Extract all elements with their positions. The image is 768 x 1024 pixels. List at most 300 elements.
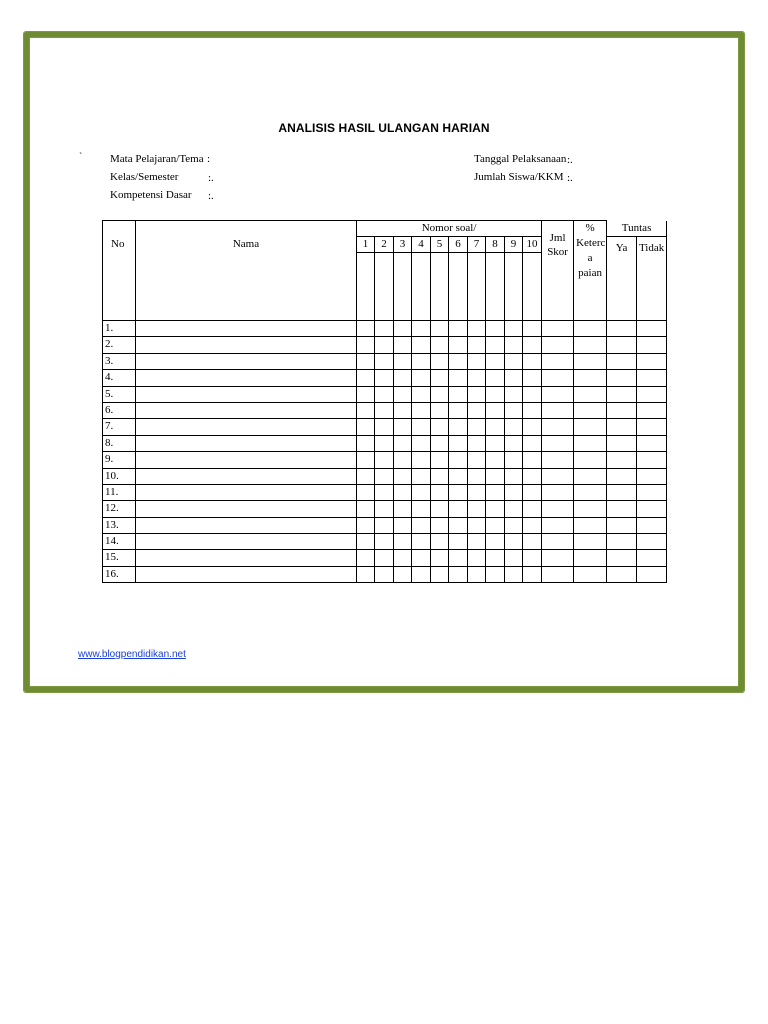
score-cell[interactable] — [542, 452, 574, 468]
row-number: 1. — [103, 321, 136, 337]
score-cell[interactable] — [357, 402, 375, 418]
tuntas-header: Tuntas — [607, 221, 667, 237]
score-cell[interactable] — [486, 484, 505, 500]
soal-blank-cell — [449, 253, 468, 321]
score-cell[interactable] — [523, 321, 542, 337]
score-cell[interactable] — [486, 402, 505, 418]
score-cell[interactable] — [431, 501, 449, 517]
score-cell[interactable] — [412, 353, 431, 369]
table-row — [103, 353, 667, 369]
score-cell[interactable] — [468, 321, 486, 337]
score-cell[interactable] — [523, 370, 542, 386]
score-cell[interactable] — [523, 468, 542, 484]
score-cell[interactable] — [375, 370, 394, 386]
name-cell[interactable] — [136, 402, 357, 418]
score-cell[interactable] — [357, 353, 375, 369]
table-row — [103, 386, 667, 402]
table-row — [103, 370, 667, 386]
score-cell[interactable] — [542, 517, 574, 533]
score-cell[interactable] — [505, 370, 523, 386]
row-number: 8. — [103, 435, 136, 451]
row-number: 3. — [103, 353, 136, 369]
score-cell[interactable] — [637, 517, 667, 533]
score-cell[interactable] — [468, 534, 486, 550]
soal-number-6: 6 — [449, 237, 468, 253]
soal-blank-cell — [375, 253, 394, 321]
name-cell[interactable] — [136, 452, 357, 468]
score-cell[interactable] — [637, 321, 667, 337]
score-cell[interactable] — [607, 402, 637, 418]
score-cell[interactable] — [375, 337, 394, 353]
score-cell[interactable] — [574, 402, 607, 418]
score-cell[interactable] — [394, 337, 412, 353]
row-number: 16. — [103, 566, 136, 582]
score-cell[interactable] — [468, 386, 486, 402]
score-cell[interactable] — [412, 419, 431, 435]
score-cell[interactable] — [449, 468, 468, 484]
score-cell[interactable] — [431, 402, 449, 418]
score-cell[interactable] — [449, 550, 468, 566]
info-jumlah-siswa-sep: :. — [567, 172, 573, 184]
score-cell[interactable] — [637, 353, 667, 369]
table-row — [103, 419, 667, 435]
score-cell[interactable] — [505, 566, 523, 582]
score-cell[interactable] — [505, 435, 523, 451]
table-row — [103, 321, 667, 337]
row-number: 2. — [103, 337, 136, 353]
score-cell[interactable] — [542, 419, 574, 435]
score-cell[interactable] — [574, 452, 607, 468]
score-cell[interactable] — [542, 402, 574, 418]
score-cell[interactable] — [375, 484, 394, 500]
score-cell[interactable] — [431, 550, 449, 566]
score-cell[interactable] — [637, 337, 667, 353]
score-cell[interactable] — [574, 321, 607, 337]
name-cell[interactable] — [136, 321, 357, 337]
score-cell[interactable] — [394, 566, 412, 582]
name-cell[interactable] — [136, 550, 357, 566]
score-cell[interactable] — [607, 501, 637, 517]
name-cell[interactable] — [136, 419, 357, 435]
score-cell[interactable] — [468, 484, 486, 500]
soal-blank-cell — [431, 253, 449, 321]
score-cell[interactable] — [542, 468, 574, 484]
score-cell[interactable] — [505, 419, 523, 435]
score-cell[interactable] — [468, 353, 486, 369]
score-cell[interactable] — [505, 402, 523, 418]
score-cell[interactable] — [375, 321, 394, 337]
score-cell[interactable] — [574, 468, 607, 484]
score-cell[interactable] — [449, 534, 468, 550]
score-cell[interactable] — [449, 517, 468, 533]
ya-header: Ya — [607, 237, 637, 321]
name-cell[interactable] — [136, 386, 357, 402]
score-cell[interactable] — [486, 370, 505, 386]
soal-number-10: 10 — [523, 237, 542, 253]
soal-number-9: 9 — [505, 237, 523, 253]
name-cell[interactable] — [136, 468, 357, 484]
row-number: 9. — [103, 452, 136, 468]
score-cell[interactable] — [412, 534, 431, 550]
score-cell[interactable] — [574, 501, 607, 517]
score-cell[interactable] — [431, 566, 449, 582]
score-cell[interactable] — [523, 386, 542, 402]
score-cell[interactable] — [574, 517, 607, 533]
score-cell[interactable] — [574, 337, 607, 353]
score-cell[interactable] — [523, 566, 542, 582]
score-cell[interactable] — [542, 484, 574, 500]
score-cell[interactable] — [394, 484, 412, 500]
tidak-header: Tidak — [637, 237, 667, 321]
score-cell[interactable] — [394, 534, 412, 550]
score-cell[interactable] — [412, 452, 431, 468]
score-cell[interactable] — [375, 386, 394, 402]
score-cell[interactable] — [412, 337, 431, 353]
score-cell[interactable] — [394, 353, 412, 369]
table-row — [103, 534, 667, 550]
score-cell[interactable] — [637, 386, 667, 402]
score-cell[interactable] — [412, 484, 431, 500]
score-cell[interactable] — [574, 419, 607, 435]
score-cell[interactable] — [357, 534, 375, 550]
score-cell[interactable] — [607, 370, 637, 386]
score-cell[interactable] — [486, 452, 505, 468]
name-cell[interactable] — [136, 566, 357, 582]
score-cell[interactable] — [486, 419, 505, 435]
score-cell[interactable] — [637, 419, 667, 435]
score-cell[interactable] — [542, 501, 574, 517]
score-cell[interactable] — [375, 501, 394, 517]
score-cell[interactable] — [357, 337, 375, 353]
table-row — [103, 435, 667, 451]
score-cell[interactable] — [468, 566, 486, 582]
score-cell[interactable] — [574, 386, 607, 402]
percent-symbol: % — [585, 222, 595, 234]
score-cell[interactable] — [449, 484, 468, 500]
score-cell[interactable] — [394, 452, 412, 468]
score-cell[interactable] — [637, 402, 667, 418]
score-cell[interactable] — [412, 370, 431, 386]
soal-blank-cell — [357, 253, 375, 321]
score-cell[interactable] — [468, 550, 486, 566]
soal-number-8: 8 — [486, 237, 505, 253]
score-cell[interactable] — [486, 534, 505, 550]
info-kompetensi-label: Kompetensi Dasar — [110, 189, 192, 201]
score-cell[interactable] — [431, 468, 449, 484]
score-cell[interactable] — [607, 435, 637, 451]
score-cell[interactable] — [505, 337, 523, 353]
score-cell[interactable] — [412, 321, 431, 337]
score-cell[interactable] — [412, 550, 431, 566]
score-cell[interactable] — [523, 337, 542, 353]
score-cell[interactable] — [607, 386, 637, 402]
score-cell[interactable] — [542, 370, 574, 386]
soal-blank-cell — [523, 253, 542, 321]
score-cell[interactable] — [431, 484, 449, 500]
score-cell[interactable] — [574, 550, 607, 566]
score-cell[interactable] — [375, 353, 394, 369]
score-cell[interactable] — [637, 484, 667, 500]
score-cell[interactable] — [607, 534, 637, 550]
score-cell[interactable] — [357, 484, 375, 500]
score-cell[interactable] — [574, 435, 607, 451]
score-cell[interactable] — [357, 452, 375, 468]
score-cell[interactable] — [505, 321, 523, 337]
score-cell[interactable] — [357, 517, 375, 533]
row-number: 6. — [103, 402, 136, 418]
score-cell[interactable] — [486, 321, 505, 337]
score-cell[interactable] — [637, 534, 667, 550]
score-cell[interactable] — [523, 484, 542, 500]
score-cell[interactable] — [468, 402, 486, 418]
score-cell[interactable] — [523, 435, 542, 451]
score-cell[interactable] — [431, 452, 449, 468]
score-cell[interactable] — [375, 566, 394, 582]
score-cell[interactable] — [523, 402, 542, 418]
score-cell[interactable] — [412, 566, 431, 582]
score-cell[interactable] — [468, 452, 486, 468]
score-cell[interactable] — [486, 337, 505, 353]
score-cell[interactable] — [431, 386, 449, 402]
score-cell[interactable] — [574, 353, 607, 369]
analysis-table — [102, 220, 667, 583]
score-cell[interactable] — [486, 468, 505, 484]
score-cell[interactable] — [486, 353, 505, 369]
info-kelas-sep: :. — [208, 172, 214, 184]
score-cell[interactable] — [607, 484, 637, 500]
score-cell[interactable] — [431, 370, 449, 386]
score-cell[interactable] — [574, 484, 607, 500]
score-cell[interactable] — [468, 501, 486, 517]
score-cell[interactable] — [375, 452, 394, 468]
score-cell[interactable] — [486, 566, 505, 582]
score-cell[interactable] — [394, 402, 412, 418]
row-number: 13. — [103, 517, 136, 533]
score-cell[interactable] — [523, 534, 542, 550]
row-number: 5. — [103, 386, 136, 402]
score-cell[interactable] — [449, 370, 468, 386]
nomor-soal-header: Nomor soal/ — [357, 221, 542, 237]
score-cell[interactable] — [637, 501, 667, 517]
score-cell[interactable] — [412, 517, 431, 533]
score-cell[interactable] — [505, 452, 523, 468]
score-cell[interactable] — [394, 468, 412, 484]
score-cell[interactable] — [449, 419, 468, 435]
score-cell[interactable] — [357, 468, 375, 484]
score-cell[interactable] — [523, 550, 542, 566]
score-cell[interactable] — [412, 435, 431, 451]
score-cell[interactable] — [449, 435, 468, 451]
stray-mark: ` — [79, 152, 83, 163]
score-cell[interactable] — [412, 468, 431, 484]
score-cell[interactable] — [542, 321, 574, 337]
score-cell[interactable] — [431, 517, 449, 533]
score-cell[interactable] — [449, 566, 468, 582]
score-cell[interactable] — [574, 566, 607, 582]
score-cell[interactable] — [637, 566, 667, 582]
score-cell[interactable] — [486, 501, 505, 517]
score-cell[interactable] — [542, 337, 574, 353]
score-cell[interactable] — [607, 452, 637, 468]
score-cell[interactable] — [523, 353, 542, 369]
score-cell[interactable] — [357, 419, 375, 435]
ketercapaian-header — [574, 221, 607, 321]
score-cell[interactable] — [357, 435, 375, 451]
score-cell[interactable] — [486, 435, 505, 451]
score-cell[interactable] — [523, 501, 542, 517]
footer-link[interactable]: www.blogpendidikan.net — [78, 649, 186, 660]
score-cell[interactable] — [357, 501, 375, 517]
score-cell[interactable] — [357, 566, 375, 582]
score-cell[interactable] — [375, 435, 394, 451]
score-cell[interactable] — [449, 501, 468, 517]
score-cell[interactable] — [607, 337, 637, 353]
score-cell[interactable] — [394, 321, 412, 337]
info-tanggal-label: Tanggal Pelaksanaan — [474, 153, 567, 165]
score-cell[interactable] — [607, 353, 637, 369]
score-cell[interactable] — [394, 550, 412, 566]
document-title: ANALISIS HASIL ULANGAN HARIAN — [278, 121, 490, 135]
name-cell[interactable] — [136, 484, 357, 500]
score-cell[interactable] — [574, 534, 607, 550]
score-cell[interactable] — [449, 337, 468, 353]
score-cell[interactable] — [505, 484, 523, 500]
score-cell[interactable] — [394, 419, 412, 435]
score-cell[interactable] — [468, 419, 486, 435]
info-mata-pelajaran-label: Mata Pelajaran/Tema — [110, 153, 204, 165]
score-cell[interactable] — [375, 468, 394, 484]
score-cell[interactable] — [357, 550, 375, 566]
soal-number-4: 4 — [412, 237, 431, 253]
score-cell[interactable] — [542, 386, 574, 402]
score-cell[interactable] — [394, 370, 412, 386]
score-cell[interactable] — [375, 534, 394, 550]
name-cell[interactable] — [136, 534, 357, 550]
score-cell[interactable] — [468, 517, 486, 533]
name-cell[interactable] — [136, 353, 357, 369]
score-cell[interactable] — [505, 501, 523, 517]
name-cell[interactable] — [136, 501, 357, 517]
score-cell[interactable] — [505, 517, 523, 533]
score-cell[interactable] — [394, 517, 412, 533]
soal-number-1: 1 — [357, 237, 375, 253]
score-cell[interactable] — [542, 566, 574, 582]
table-row — [103, 337, 667, 353]
score-cell[interactable] — [449, 402, 468, 418]
score-cell[interactable] — [375, 517, 394, 533]
score-cell[interactable] — [431, 353, 449, 369]
score-cell[interactable] — [357, 321, 375, 337]
row-number: 7. — [103, 419, 136, 435]
name-cell[interactable] — [136, 435, 357, 451]
score-cell[interactable] — [542, 550, 574, 566]
score-cell[interactable] — [431, 321, 449, 337]
score-cell[interactable] — [431, 337, 449, 353]
score-cell[interactable] — [412, 501, 431, 517]
score-cell[interactable] — [607, 566, 637, 582]
score-cell[interactable] — [523, 419, 542, 435]
score-cell[interactable] — [523, 517, 542, 533]
score-cell[interactable] — [468, 370, 486, 386]
score-cell[interactable] — [468, 435, 486, 451]
score-cell[interactable] — [637, 452, 667, 468]
score-cell[interactable] — [449, 386, 468, 402]
score-cell[interactable] — [607, 517, 637, 533]
score-cell[interactable] — [607, 419, 637, 435]
row-number: 15. — [103, 550, 136, 566]
no-header: No — [103, 221, 136, 321]
score-cell[interactable] — [486, 517, 505, 533]
score-cell[interactable] — [431, 534, 449, 550]
score-cell[interactable] — [607, 468, 637, 484]
score-cell[interactable] — [505, 468, 523, 484]
name-cell[interactable] — [136, 370, 357, 386]
score-cell[interactable] — [486, 386, 505, 402]
score-cell[interactable] — [375, 419, 394, 435]
row-number: 4. — [103, 370, 136, 386]
name-cell[interactable] — [136, 517, 357, 533]
score-cell[interactable] — [357, 370, 375, 386]
score-cell[interactable] — [412, 402, 431, 418]
soal-number-5: 5 — [431, 237, 449, 253]
info-mata-pelajaran-sep: : — [207, 153, 211, 165]
name-cell[interactable] — [136, 337, 357, 353]
score-cell[interactable] — [607, 321, 637, 337]
score-cell[interactable] — [607, 550, 637, 566]
score-cell[interactable] — [375, 550, 394, 566]
score-cell[interactable] — [449, 452, 468, 468]
soal-blank-cell — [468, 253, 486, 321]
table-row — [103, 468, 667, 484]
score-cell[interactable] — [574, 370, 607, 386]
score-cell[interactable] — [505, 353, 523, 369]
score-cell[interactable] — [468, 337, 486, 353]
score-cell[interactable] — [412, 386, 431, 402]
table-row — [103, 517, 667, 533]
table-row — [103, 501, 667, 517]
score-cell[interactable] — [542, 353, 574, 369]
score-cell[interactable] — [394, 501, 412, 517]
score-cell[interactable] — [486, 550, 505, 566]
score-cell[interactable] — [542, 435, 574, 451]
score-cell[interactable] — [449, 321, 468, 337]
score-cell[interactable] — [505, 550, 523, 566]
score-cell[interactable] — [375, 402, 394, 418]
score-cell[interactable] — [431, 435, 449, 451]
score-cell[interactable] — [394, 386, 412, 402]
name-header: Nama — [136, 221, 357, 321]
info-jumlah-siswa-label: Jumlah Siswa/KKM — [474, 171, 564, 183]
score-cell[interactable] — [542, 534, 574, 550]
soal-blank-cell — [412, 253, 431, 321]
row-number: 10. — [103, 468, 136, 484]
score-cell[interactable] — [505, 534, 523, 550]
score-cell[interactable] — [637, 550, 667, 566]
table-row — [103, 402, 667, 418]
score-cell[interactable] — [637, 370, 667, 386]
score-cell[interactable] — [505, 386, 523, 402]
ketercapaian-label: Keterc a paian — [576, 237, 606, 279]
score-cell[interactable] — [449, 353, 468, 369]
score-cell[interactable] — [637, 435, 667, 451]
score-cell[interactable] — [468, 468, 486, 484]
score-cell[interactable] — [637, 468, 667, 484]
score-cell[interactable] — [431, 419, 449, 435]
score-cell[interactable] — [357, 386, 375, 402]
score-cell[interactable] — [394, 435, 412, 451]
score-cell[interactable] — [523, 452, 542, 468]
jml-skor-header: Jml Skor — [542, 221, 574, 321]
